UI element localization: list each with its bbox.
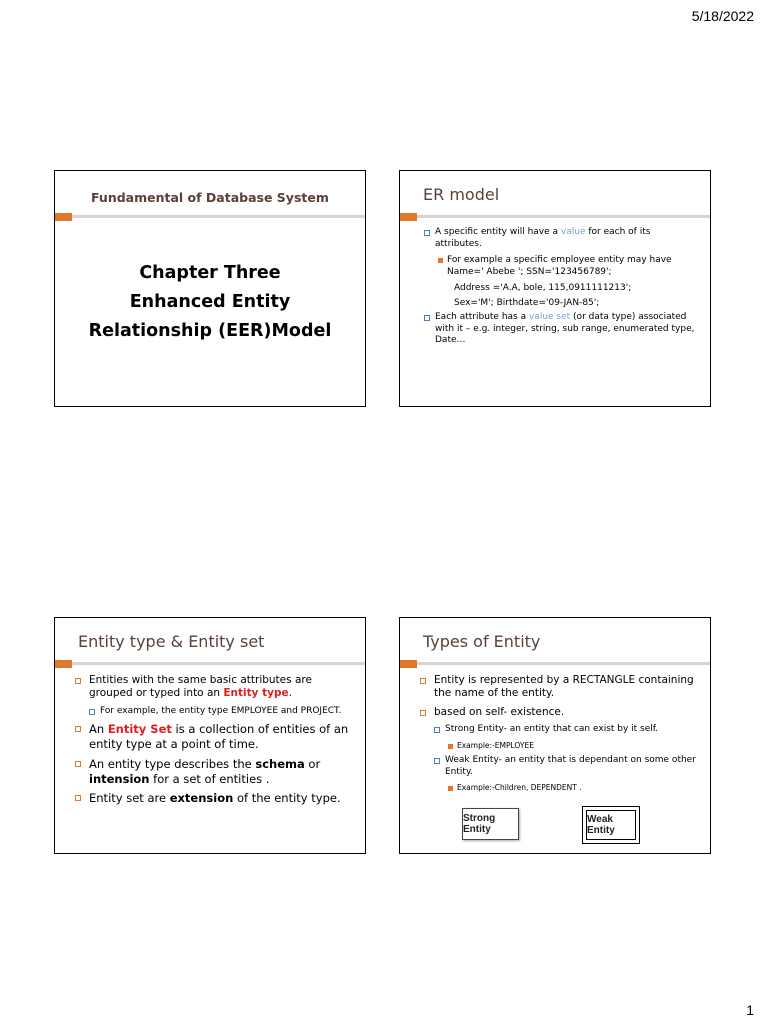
print-date: 5/18/2022 [691, 8, 754, 24]
chapter-line: Chapter Three [139, 263, 281, 283]
bullet-continuation: Address ='A.A, bole, 115,0911111213'; [454, 283, 632, 294]
bullet: A specific entity will have a value for each of its attributes. [424, 227, 700, 250]
bullet-continuation: Sex='M'; Birthdate='09-JAN-85'; [454, 297, 600, 308]
sub-bullet: Strong Entity- an entity that can exist by it self. [434, 724, 700, 736]
bullet: Entity is represented by a RECTANGLE containing the name of the entity. [420, 674, 700, 701]
bullet: based on self- existence. [420, 706, 700, 719]
sub-bullet: Weak Entity- an entity that is dependant on some other Entity. [434, 755, 700, 778]
strong-entity-rectangle: Strong Entity [462, 808, 519, 840]
slide-4 [399, 617, 711, 854]
example-bullet: Example:-Children, DEPENDENT . [448, 783, 700, 793]
slide-2 [399, 170, 711, 407]
slide-number-marker [55, 213, 72, 221]
title-rule [55, 662, 365, 665]
weak-entity-label: Weak Entity [586, 810, 636, 840]
weak-entity-double-rectangle [582, 806, 640, 844]
bullet: Each attribute has a value set (or data type) associated with it – e.g. integer, string, sub range, enumerated type, Date… [424, 312, 700, 347]
sub-bullet: For example, the entity type EMPLOYEE and PROJECT. [89, 706, 355, 718]
slide-3 [54, 617, 366, 854]
slide-1 [54, 170, 366, 407]
page-number: 1 [746, 1002, 754, 1018]
slide-number-marker [400, 660, 417, 668]
bullet: Entity set are extension of the entity type. [75, 791, 355, 806]
chapter-line: Relationship (EER)Model [88, 321, 332, 341]
title-rule [400, 215, 710, 218]
slide-body [420, 674, 700, 798]
slide-body [424, 227, 700, 352]
chapter-heading [55, 259, 365, 346]
slide-number-marker [55, 660, 72, 668]
slide-title: Entity type & Entity set [78, 632, 265, 651]
slide-number-marker [400, 213, 417, 221]
bullet: Entities with the same basic attributes are grouped or typed into an Entity type. [75, 674, 355, 701]
title-rule [400, 662, 710, 665]
sub-bullet: For example a specific employee entity may have Name=' Abebe '; SSN='123456789'; [438, 255, 700, 278]
example-bullet: Example:-EMPLOYEE [448, 741, 700, 751]
slide-title: Fundamental of Database System [91, 190, 329, 205]
slide-title: ER model [423, 185, 500, 204]
bullet: An Entity Set is a collection of entities of an entity type at a point of time. [75, 722, 355, 751]
slide-title: Types of Entity [423, 632, 541, 651]
title-rule [55, 215, 365, 218]
slide-body [75, 674, 355, 811]
bullet: An entity type describes the schema or intension for a set of entities . [75, 757, 355, 786]
chapter-line: Enhanced Entity [129, 292, 291, 312]
